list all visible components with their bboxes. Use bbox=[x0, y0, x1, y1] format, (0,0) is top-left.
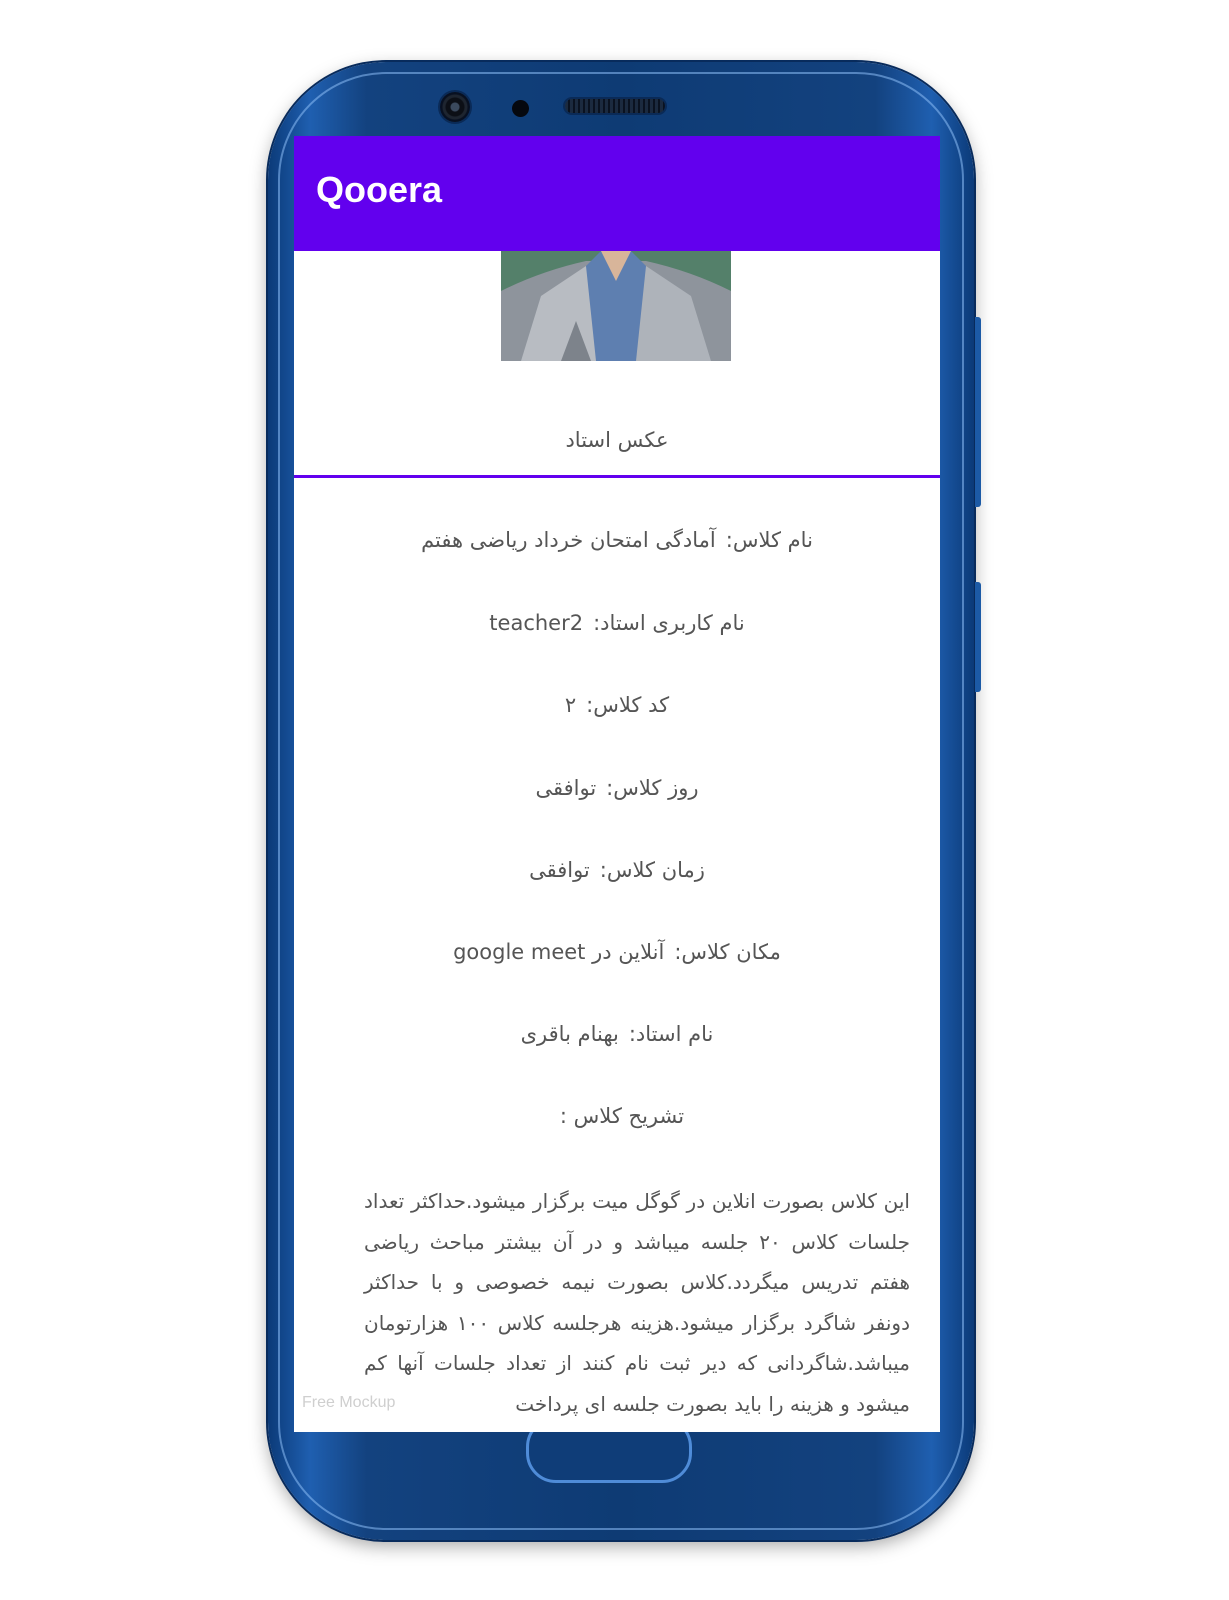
class-name-label: نام کلاس: bbox=[725, 528, 813, 552]
class-description-label: تشریح کلاس : bbox=[559, 1104, 685, 1128]
front-camera-icon bbox=[440, 92, 470, 122]
class-time-label: زمان کلاس: bbox=[599, 858, 705, 882]
section-divider bbox=[294, 475, 940, 478]
teacher-name-label: نام استاد: bbox=[628, 1022, 714, 1046]
class-day-value: توافقی bbox=[535, 776, 597, 800]
app-screen bbox=[294, 136, 940, 1432]
class-location-row bbox=[294, 940, 940, 964]
class-description-text: این کلاس بصورت انلاین در گوگل میت برگزار میشود.حداکثر تعداد جلسات کلاس ۲۰ جلسه میباشد و در آن بیشتر مباحث ریاضی هفتم تدریس میگردد.کلاس بصورت نیمه خصوصی و با حداکثر دونفر شاگرد برگزار میشود.هزینه هرجلسه کلاس ۱۰۰ هزارتومان میباشد.شاگردانی که دیر ثبت نام کنند از تعداد جلسات آنها کم میشود و هزینه را باید بصورت جلسه ای پرداخت bbox=[364, 1189, 910, 1416]
class-time-row bbox=[294, 858, 940, 882]
class-name-value: آمادگی امتحان خرداد ریاضی هفتم bbox=[421, 528, 716, 552]
class-time-value: توافقی bbox=[529, 858, 590, 882]
class-code-row bbox=[294, 693, 940, 717]
class-day-row bbox=[294, 776, 940, 800]
photo-caption: عکس استاد bbox=[565, 428, 669, 452]
class-code-label: کد کلاس: bbox=[586, 693, 670, 717]
teacher-username-row bbox=[294, 611, 940, 635]
class-day-label: روز کلاس: bbox=[606, 776, 699, 800]
class-description-row bbox=[294, 1104, 940, 1128]
teacher-name-row bbox=[294, 1022, 940, 1046]
teacher-username-value: teacher2 bbox=[489, 611, 584, 635]
proximity-sensor-icon bbox=[512, 100, 529, 117]
teacher-username-label: نام کاربری استاد: bbox=[593, 611, 745, 635]
power-button bbox=[975, 582, 981, 692]
class-location-label: مکان کلاس: bbox=[674, 940, 781, 964]
teacher-name-value: بهنام باقری bbox=[520, 1022, 619, 1046]
class-name-row bbox=[294, 528, 940, 552]
teacher-photo bbox=[501, 251, 731, 361]
app-title: Qooera bbox=[316, 169, 443, 210]
earpiece-speaker bbox=[565, 99, 665, 113]
app-bar bbox=[294, 136, 940, 251]
class-location-value: آنلاین در google meet bbox=[453, 940, 665, 964]
volume-button bbox=[975, 317, 981, 507]
class-code-value: ۲ bbox=[564, 693, 577, 717]
watermark: Free Mockup bbox=[302, 1394, 396, 1411]
